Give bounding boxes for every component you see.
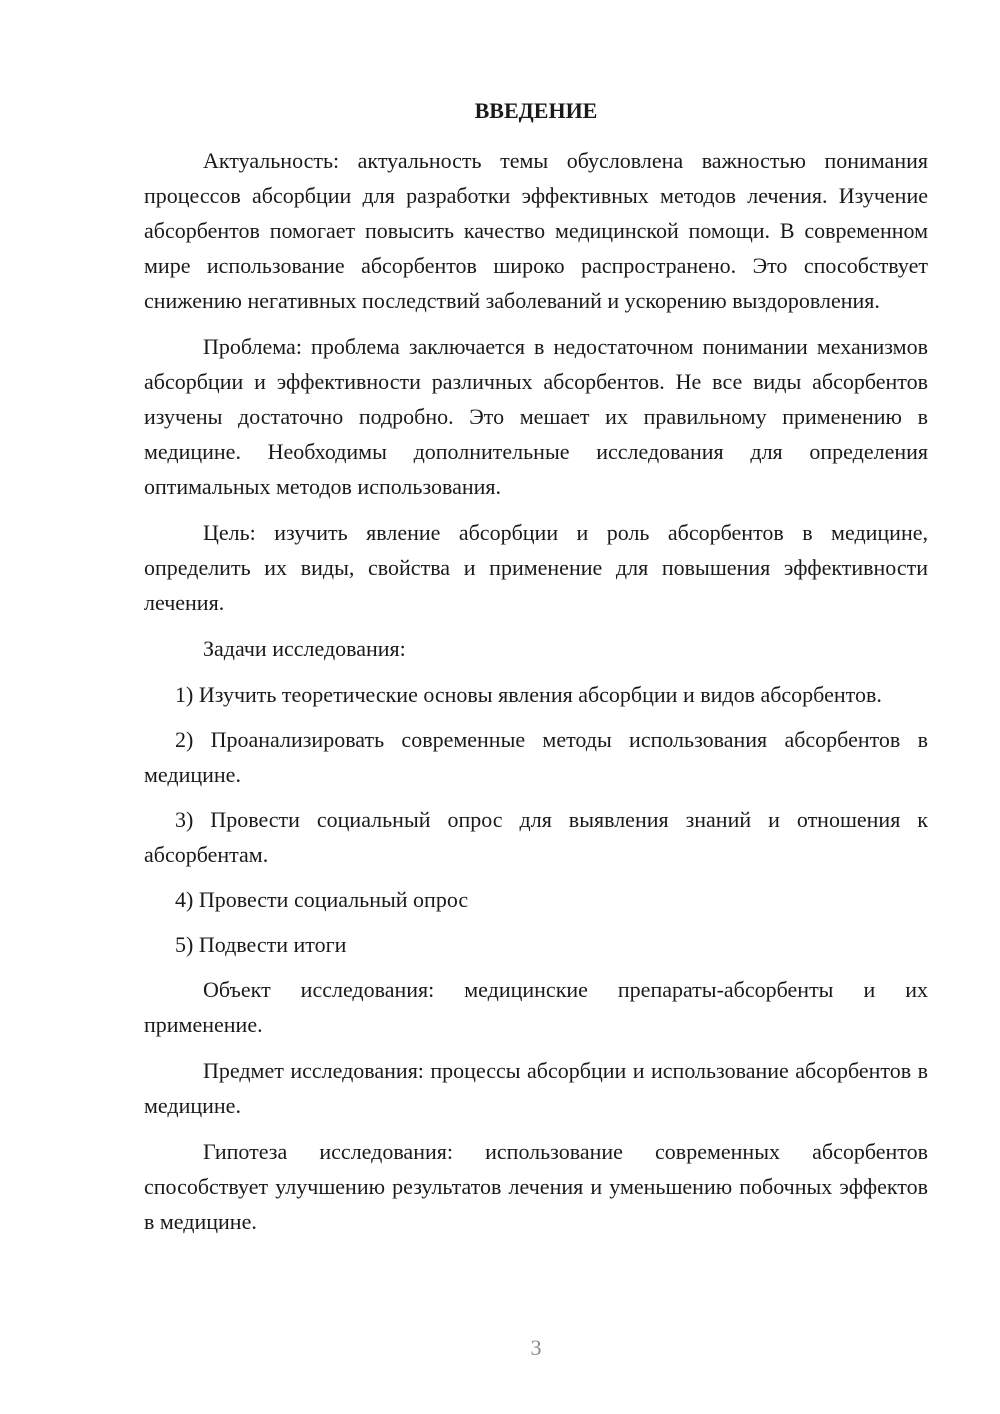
page-content <box>144 96 928 1250</box>
problem-paragraph: Проблема: проблема заключается в недостаточном понимании механизмов абсорбции и эффективности различных абсорбентов. Не все виды абсорбентов изучены достаточно подробно. Это мешает их правильному применению в медицине. Необходимы дополнительные исследования для определения оптимальных методов использования. <box>144 334 928 499</box>
relevance-paragraph: Актуальность: актуальность темы обусловлена важностью понимания процессов абсорбции для разработки эффективных методов лечения. Изучение абсорбентов помогает повысить качество медицинской помощи. В современном мире использование абсорбентов широко распространено. Это способствует снижению негативных последствий заболеваний и ускорению выздоровления. <box>144 148 928 313</box>
task-item: 4) Провести социальный опрос <box>175 887 469 912</box>
task-item: 2) Проанализировать современные методы использования абсорбентов в медицине. <box>144 727 928 787</box>
hypothesis-paragraph: Гипотеза исследования: использование современных абсорбентов способствует улучшению результатов лечения и уменьшению побочных эффектов в медицине. <box>144 1139 928 1234</box>
page-number: 3 <box>530 1335 542 1360</box>
object-paragraph: Объект исследования: медицинские препараты-абсорбенты и их применение. <box>144 977 928 1037</box>
task-item: 3) Провести социальный опрос для выявления знаний и отношения к абсорбентам. <box>144 807 928 867</box>
task-item: 5) Подвести итоги <box>175 932 347 957</box>
subject-paragraph: Предмет исследования: процессы абсорбции и использование абсорбентов в медицине. <box>144 1058 928 1118</box>
goal-paragraph: Цель: изучить явление абсорбции и роль абсорбентов в медицине, определить их виды, свойства и применение для повышения эффективности лечения. <box>144 520 928 615</box>
section-title: ВВЕДЕНИЕ <box>474 98 598 123</box>
task-item: 1) Изучить теоретические основы явления абсорбции и видов абсорбентов. <box>175 682 882 707</box>
tasks-heading: Задачи исследования: <box>203 636 406 661</box>
